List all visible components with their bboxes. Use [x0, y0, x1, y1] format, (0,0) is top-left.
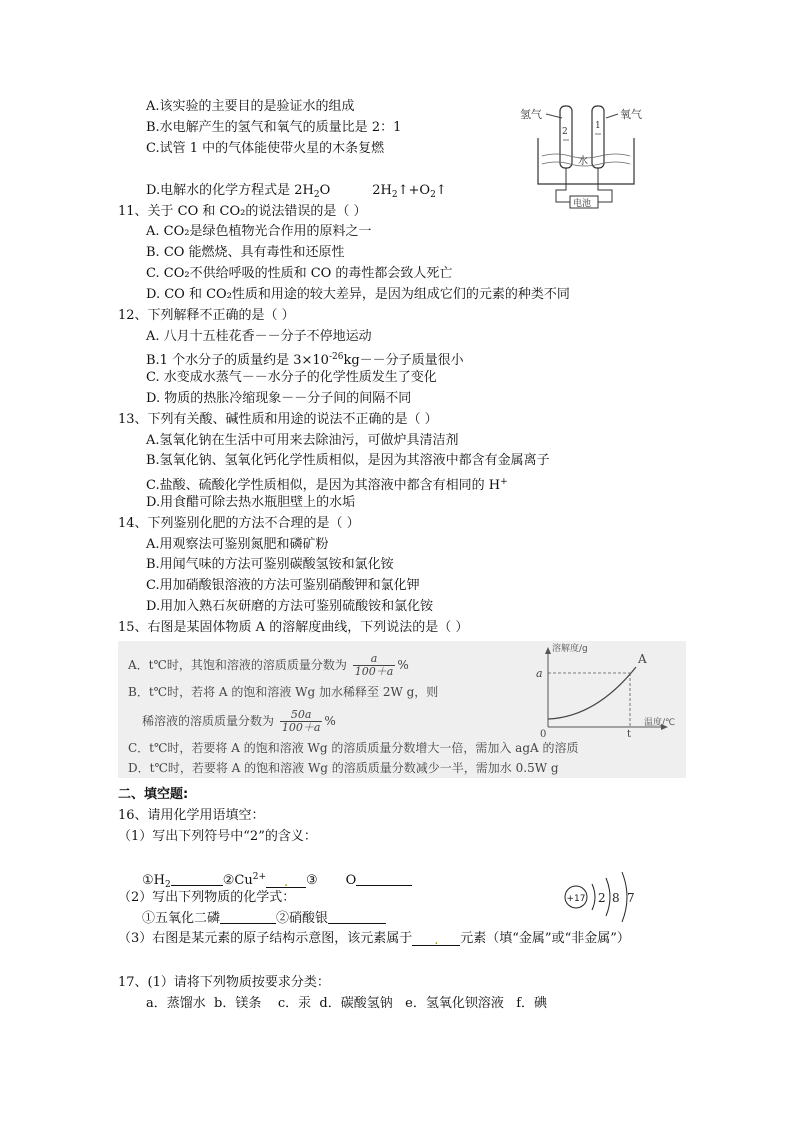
q10-option-d [146, 182, 447, 204]
q17-items: a．蒸馏水 b．镁条 c．汞 d．碳酸氢钠 e．氢氧化钡溶液 f．碘 [146, 996, 548, 1011]
q16-part3-prefix: （3）右图是某元素的原子结构示意图，该元素属于 [118, 931, 413, 946]
q10-d-o: O [319, 183, 331, 198]
q16-blank-1[interactable] [171, 872, 223, 886]
q15-a-suffix: % [397, 658, 409, 672]
q16-part2-row [142, 910, 386, 928]
solubility-curve [548, 667, 636, 719]
tube-right-label: 1 [595, 121, 601, 131]
q16-blank-3[interactable] [356, 872, 412, 886]
q14-option-b: B.用闻气味的方法可鉴别碳酸氢铵和氯化铵 [146, 557, 394, 572]
q10-d-plus: +O [408, 183, 431, 198]
tube-left [560, 106, 572, 168]
q15-a-fraction [353, 653, 396, 678]
q16-item1: ①H [142, 873, 165, 888]
q11-option-c: C. CO₂不供给呼吸的性质和 CO 的毒性都会致人死亡 [146, 266, 453, 281]
q15-b-prefix: 稀溶液的溶质质量分数为 [142, 714, 275, 728]
q12-b-suffix: kg－－分子质量很小 [343, 353, 464, 368]
q14-option-c: C.用加硝酸银溶液的方法可鉴别硝酸钾和氯化钾 [146, 578, 420, 593]
q16-part2: （2）写出下列物质的化学式： [118, 890, 296, 905]
q10-d-mid: 2H [372, 183, 392, 198]
q13-option-c [146, 473, 508, 495]
q14-stem: 14、下列鉴别化肥的方法不合理的是（ ） [118, 516, 360, 531]
q15-option-c: C．t℃时，若要将 A 的饱和溶液 Wg 的溶质质量分数增大一倍，需加入 agA 的溶质 [128, 741, 579, 755]
shell-arc-2 [606, 878, 610, 916]
q16-item2: ②Cu [222, 873, 253, 888]
pointer-oxygen [606, 114, 618, 118]
q16-part1: （1）写出下列符号中“2”的含义： [118, 829, 317, 844]
shell1-electrons: 2 [598, 891, 606, 905]
q15-scanned-options [118, 641, 686, 778]
q12-b-exp: -26 [328, 352, 344, 362]
q16-item3: ③ [306, 873, 318, 888]
q10-d-up-1: ↑ [397, 183, 409, 198]
q12-b-prefix: B.1 个水分子的质量约是 3×10 [146, 353, 329, 368]
q15-a-den: 100＋a [354, 665, 394, 678]
q10-option-c: C.试管 1 中的气体能使带火星的木条复燃 [146, 141, 385, 156]
tube-left-label: 2 [562, 127, 568, 137]
shell-arc-1 [592, 884, 595, 910]
q10-option-a: A.该实验的主要目的是验证水的组成 [146, 99, 355, 114]
q14-option-d: D.用加入熟石灰研磨的方法可鉴别硫酸铵和氯化铵 [146, 599, 434, 614]
q13-option-b: B.氢氧化钠、氢氧化钙化学性质相似，是因为其溶液中都含有金属离子 [146, 453, 550, 468]
q13-stem: 13、下列有关酸、碱性质和用途的说法不正确的是（ ） [118, 412, 438, 427]
q15-option-d: D．t℃时，若要将 A 的饱和溶液 Wg 的溶质质量分数减少一半，需加水 0.5W g [128, 761, 559, 775]
q10-d-sub-o2: 2 [430, 190, 436, 200]
solubility-graph [526, 641, 682, 737]
q16-part2-item2: ②硝酸银 [276, 911, 329, 926]
q12-option-c: C. 水变成水蒸气－－水分子的化学性质发生了变化 [146, 370, 437, 385]
q15-a-prefix: A．t℃时，其饱和溶液的溶质质量分数为 [128, 658, 347, 672]
x-tick-t: t [627, 729, 632, 737]
q10-d-sub: 2 [313, 190, 320, 200]
q15-option-a [128, 653, 409, 678]
tube-right [592, 106, 604, 168]
label-battery: 电池 [573, 199, 592, 209]
q15-b-fraction [280, 709, 323, 734]
q15-b-num: 50a [280, 709, 323, 722]
q14-option-a: A.用观察法可鉴别氮肥和磷矿粉 [146, 537, 329, 552]
q13-c-sup: + [500, 477, 508, 487]
q16-blank-6-dot: . [434, 933, 439, 948]
q11-option-d: D. CO 和 CO₂性质和用途的较大差异，是因为组成它们的元素的种类不同 [146, 287, 570, 302]
q12-option-a: A. 八月十五桂花香－－分子不停地运动 [146, 329, 372, 344]
q11-stem: 11、关于 CO 和 CO₂的说法错误的是（ ） [118, 204, 367, 219]
label-hydrogen: 氢气 [520, 108, 542, 121]
q15-a-num: a [353, 653, 396, 666]
q17-stem: 17、(1）请将下列物质按要求分类： [118, 975, 330, 990]
y-tick-a: a [536, 667, 543, 680]
curve-label: A [638, 652, 647, 666]
q16-item1-sub: 2 [165, 880, 171, 890]
q10-d-sub-h2: 2 [391, 190, 398, 200]
q12-stem: 12、下列解释不正确的是（ ） [118, 308, 295, 323]
label-oxygen: 氧气 [620, 108, 642, 121]
q15-b-suffix: % [324, 714, 336, 728]
shell2-electrons: 8 [612, 891, 620, 905]
q15-b-den: 100＋a [281, 721, 321, 734]
shell3-electrons: 7 [627, 891, 635, 905]
y-axis-label: 溶解度/g [552, 644, 588, 654]
q15-option-b-line2 [142, 709, 336, 734]
q13-option-d: D.用食醋可除去热水瓶胆壁上的水垢 [146, 495, 356, 510]
q16-item3-symbol: O [345, 873, 357, 888]
q16-blank-5[interactable] [328, 910, 386, 924]
electrolysis-figure [516, 98, 656, 210]
q10-d-prefix: D.电解水的化学方程式是 2H [146, 183, 314, 198]
q13-option-a: A.氢氧化钠在生活中可用来去除油污，可做炉具清洁剂 [146, 433, 459, 448]
q16-part3 [118, 930, 630, 948]
q16-blank-2[interactable] [266, 874, 306, 888]
q16-stem: 16、请用化学用语填空： [118, 808, 265, 823]
origin-label: 0 [540, 729, 547, 737]
q15-option-b-line1: B．t℃时，若将 A 的饱和溶液 Wg 加水稀释至 2W g，则 [128, 685, 439, 699]
q15-stem: 15、右图是某固体物质 A 的溶解度曲线，下列说法的是（ ） [118, 620, 469, 635]
q10-option-b: B.水电解产生的氢气和氧气的质量比是 2：1 [146, 120, 402, 135]
q16-blank-4[interactable] [220, 910, 276, 924]
q16-part2-item1: ①五氧化二磷 [142, 911, 221, 926]
q13-c-prefix: C.盐酸、硫酸化学性质相似，是因为其溶液中都含有相同的 H [146, 478, 501, 493]
q16-blank-6[interactable] [412, 932, 460, 946]
nucleus-charge: +17 [566, 894, 586, 904]
q12-option-b [146, 348, 464, 370]
q10-d-up-2: ↑ [435, 183, 447, 198]
atom-structure-diagram [560, 866, 644, 928]
q16-part3-suffix: 元素（填“金属”或“非金属”） [460, 931, 630, 946]
q16-blank-2-dot: . [283, 875, 289, 890]
q12-option-d: D. 物质的热胀冷缩现象－－分子间的间隔不同 [146, 391, 412, 406]
q11-option-b: B. CO 能燃烧、具有毒性和还原性 [146, 245, 345, 260]
x-axis-label: 温度/℃ [644, 718, 676, 728]
section-title: 二、填空题: [118, 787, 189, 802]
q11-option-a: A. CO₂是绿色植物光合作用的原料之一 [146, 224, 372, 239]
label-water: 水 [578, 156, 588, 167]
q16-item2-sup: 2+ [252, 872, 266, 882]
